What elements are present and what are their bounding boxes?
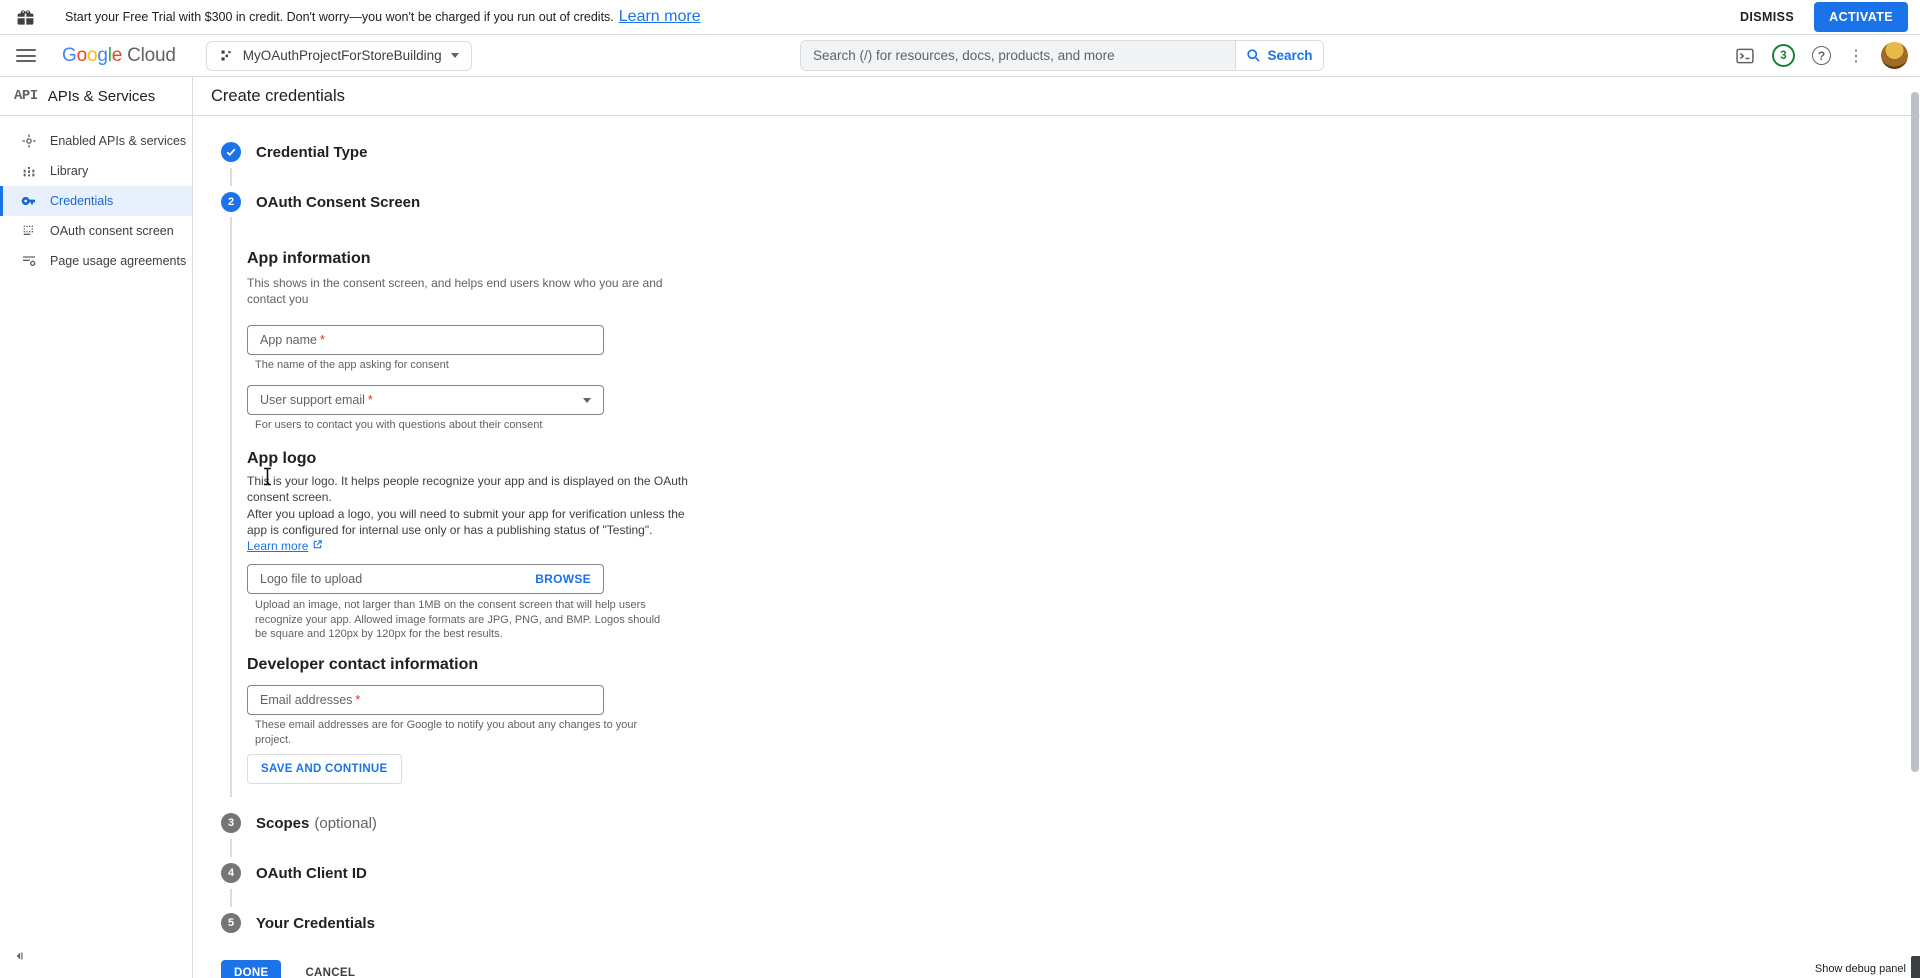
step-connector — [230, 889, 232, 907]
project-name: MyOAuthProjectForStoreBuilding — [242, 48, 442, 63]
project-selector[interactable] — [206, 41, 472, 71]
app-information-heading: App information — [247, 250, 371, 267]
step-number: 3 — [221, 813, 241, 833]
step-credential-type[interactable] — [221, 141, 1920, 163]
page-title: Create credentials — [211, 86, 345, 105]
app-logo-description-1: This is your logo. It helps people recognize your app and is displayed on the OAuth consent screen. — [247, 474, 688, 504]
chevron-down-icon — [451, 53, 459, 58]
dismiss-button[interactable]: DISMISS — [1739, 10, 1795, 24]
vertical-scrollbar[interactable] — [1911, 92, 1919, 772]
sidebar-item-enabled-apis[interactable] — [0, 126, 192, 156]
sidebar-item-label: Page usage agreements — [50, 254, 187, 268]
search-field[interactable] — [801, 41, 1235, 70]
key-icon — [21, 193, 37, 209]
step-number: 4 — [221, 863, 241, 883]
sidebar-item-page-usage[interactable] — [0, 246, 192, 276]
library-grid-icon — [21, 163, 37, 179]
logo-cloud-word: Cloud — [127, 44, 176, 66]
required-asterisk: * — [367, 393, 373, 407]
logo-upload-helper: Upload an image, not larger than 1MB on the consent screen that will help users recognize your app. Allowed image formats are JPG, PNG, and BMP. Logos should be square and 120px by 120px for the best results. — [255, 599, 661, 640]
free-trial-banner — [0, 0, 1920, 35]
sidebar-item-oauth-consent[interactable] — [0, 216, 192, 246]
search-icon — [1246, 48, 1261, 63]
logo-google-wordmark: Google — [62, 44, 123, 66]
global-search — [800, 40, 1324, 71]
external-link-icon — [312, 539, 323, 553]
consent-screen-icon — [21, 223, 37, 239]
step-connector — [230, 839, 232, 857]
step-scopes[interactable] — [221, 812, 1920, 834]
app-name-helper: The name of the app asking for consent — [255, 359, 449, 371]
cancel-button[interactable]: CANCEL — [305, 967, 356, 978]
step-your-credentials[interactable] — [221, 912, 1920, 934]
app-header — [0, 35, 1920, 77]
support-email-label: User support email — [260, 393, 365, 407]
search-button-label: Search — [1267, 48, 1313, 63]
sidebar-item-label: Enabled APIs & services — [50, 134, 187, 148]
email-addresses-field[interactable] — [247, 685, 604, 715]
required-asterisk: * — [355, 693, 361, 707]
logo-upload-label: Logo file to upload — [260, 572, 363, 586]
more-options-icon[interactable]: ⋮ — [1848, 47, 1864, 65]
gift-icon — [16, 8, 35, 27]
logo-upload-field[interactable] — [247, 564, 604, 594]
app-information-description: This shows in the consent screen, and helps end users know who you are and contact you — [247, 276, 663, 306]
text-cursor — [262, 467, 273, 491]
oauth-consent-form — [230, 217, 1920, 797]
user-avatar[interactable] — [1881, 42, 1908, 69]
step-optional-suffix: (optional) — [314, 814, 377, 832]
search-input[interactable] — [813, 48, 1223, 63]
step-connector — [230, 168, 232, 186]
learn-more-link[interactable] — [247, 539, 323, 553]
sidebar-item-label: Library — [50, 164, 89, 178]
user-support-email-select[interactable] — [247, 385, 604, 415]
banner-text: Start your Free Trial with $300 in credit. Don't worry—you won't be charged if you run out of credits. — [65, 10, 614, 24]
dropdown-caret-icon — [583, 398, 591, 403]
app-logo-heading: App logo — [247, 450, 317, 467]
step-complete-check-icon — [221, 142, 241, 162]
step-label: Credential Type — [256, 143, 368, 161]
step-number: 5 — [221, 913, 241, 933]
developer-contact-heading: Developer contact information — [247, 656, 479, 673]
step-label: OAuth Client ID — [256, 864, 367, 882]
project-icon — [219, 48, 234, 63]
sidebar-header — [0, 77, 192, 116]
credentials-stepper — [221, 116, 1920, 978]
show-debug-panel-link[interactable]: Show debug panel — [1814, 963, 1906, 975]
collapse-sidebar-icon[interactable] — [12, 949, 26, 968]
help-icon[interactable]: ? — [1812, 46, 1831, 65]
search-button[interactable] — [1235, 41, 1323, 70]
app-name-label: App name — [260, 333, 317, 347]
activate-button[interactable]: ACTIVATE — [1814, 2, 1908, 32]
page-title-bar — [193, 77, 1920, 116]
step-label: OAuth Consent Screen — [256, 193, 421, 211]
sidebar-item-label: Credentials — [50, 194, 114, 208]
sidebar-title: APIs & Services — [47, 87, 156, 105]
sidebar — [0, 77, 193, 978]
form-footer — [221, 960, 1920, 978]
email-addresses-helper: These email addresses are for Google to notify you about any changes to your project. — [255, 719, 638, 746]
step-oauth-consent-screen[interactable] — [221, 191, 1920, 213]
learn-more-label: Learn more — [247, 539, 309, 553]
support-email-helper: For users to contact you with questions about their consent — [255, 419, 543, 431]
step-number: 2 — [221, 192, 241, 212]
menu-icon[interactable] — [16, 46, 36, 66]
app-name-field[interactable] — [247, 325, 604, 355]
step-label: Scopes (optional) — [256, 814, 377, 832]
sidebar-item-label: OAuth consent screen — [50, 224, 174, 238]
notifications-badge[interactable]: 3 — [1772, 44, 1795, 67]
step-label: Your Credentials — [256, 914, 375, 932]
agreements-icon — [21, 253, 37, 269]
required-asterisk: * — [319, 333, 325, 347]
cloud-shell-icon[interactable] — [1735, 46, 1755, 66]
banner-learn-more-link[interactable]: Learn more — [618, 8, 701, 25]
main-content — [193, 77, 1920, 978]
email-addresses-label: Email addresses — [260, 693, 353, 707]
sidebar-item-library[interactable] — [0, 156, 192, 186]
sidebar-item-credentials[interactable] — [0, 186, 192, 216]
google-cloud-logo[interactable] — [62, 45, 176, 67]
gauge-icon — [21, 133, 37, 149]
done-button[interactable]: DONE — [221, 960, 281, 978]
app-logo-description-2: After you upload a logo, you will need to submit your app for verification unless the app is configured for internal use only or has a publishing status of "Testing". — [247, 507, 685, 537]
save-and-continue-button[interactable]: SAVE AND CONTINUE — [247, 754, 402, 784]
mouse-cursor-artifact — [1911, 956, 1920, 978]
api-logo-icon: API — [14, 88, 38, 104]
step-oauth-client-id[interactable] — [221, 862, 1920, 884]
browse-button[interactable]: BROWSE — [535, 572, 591, 586]
